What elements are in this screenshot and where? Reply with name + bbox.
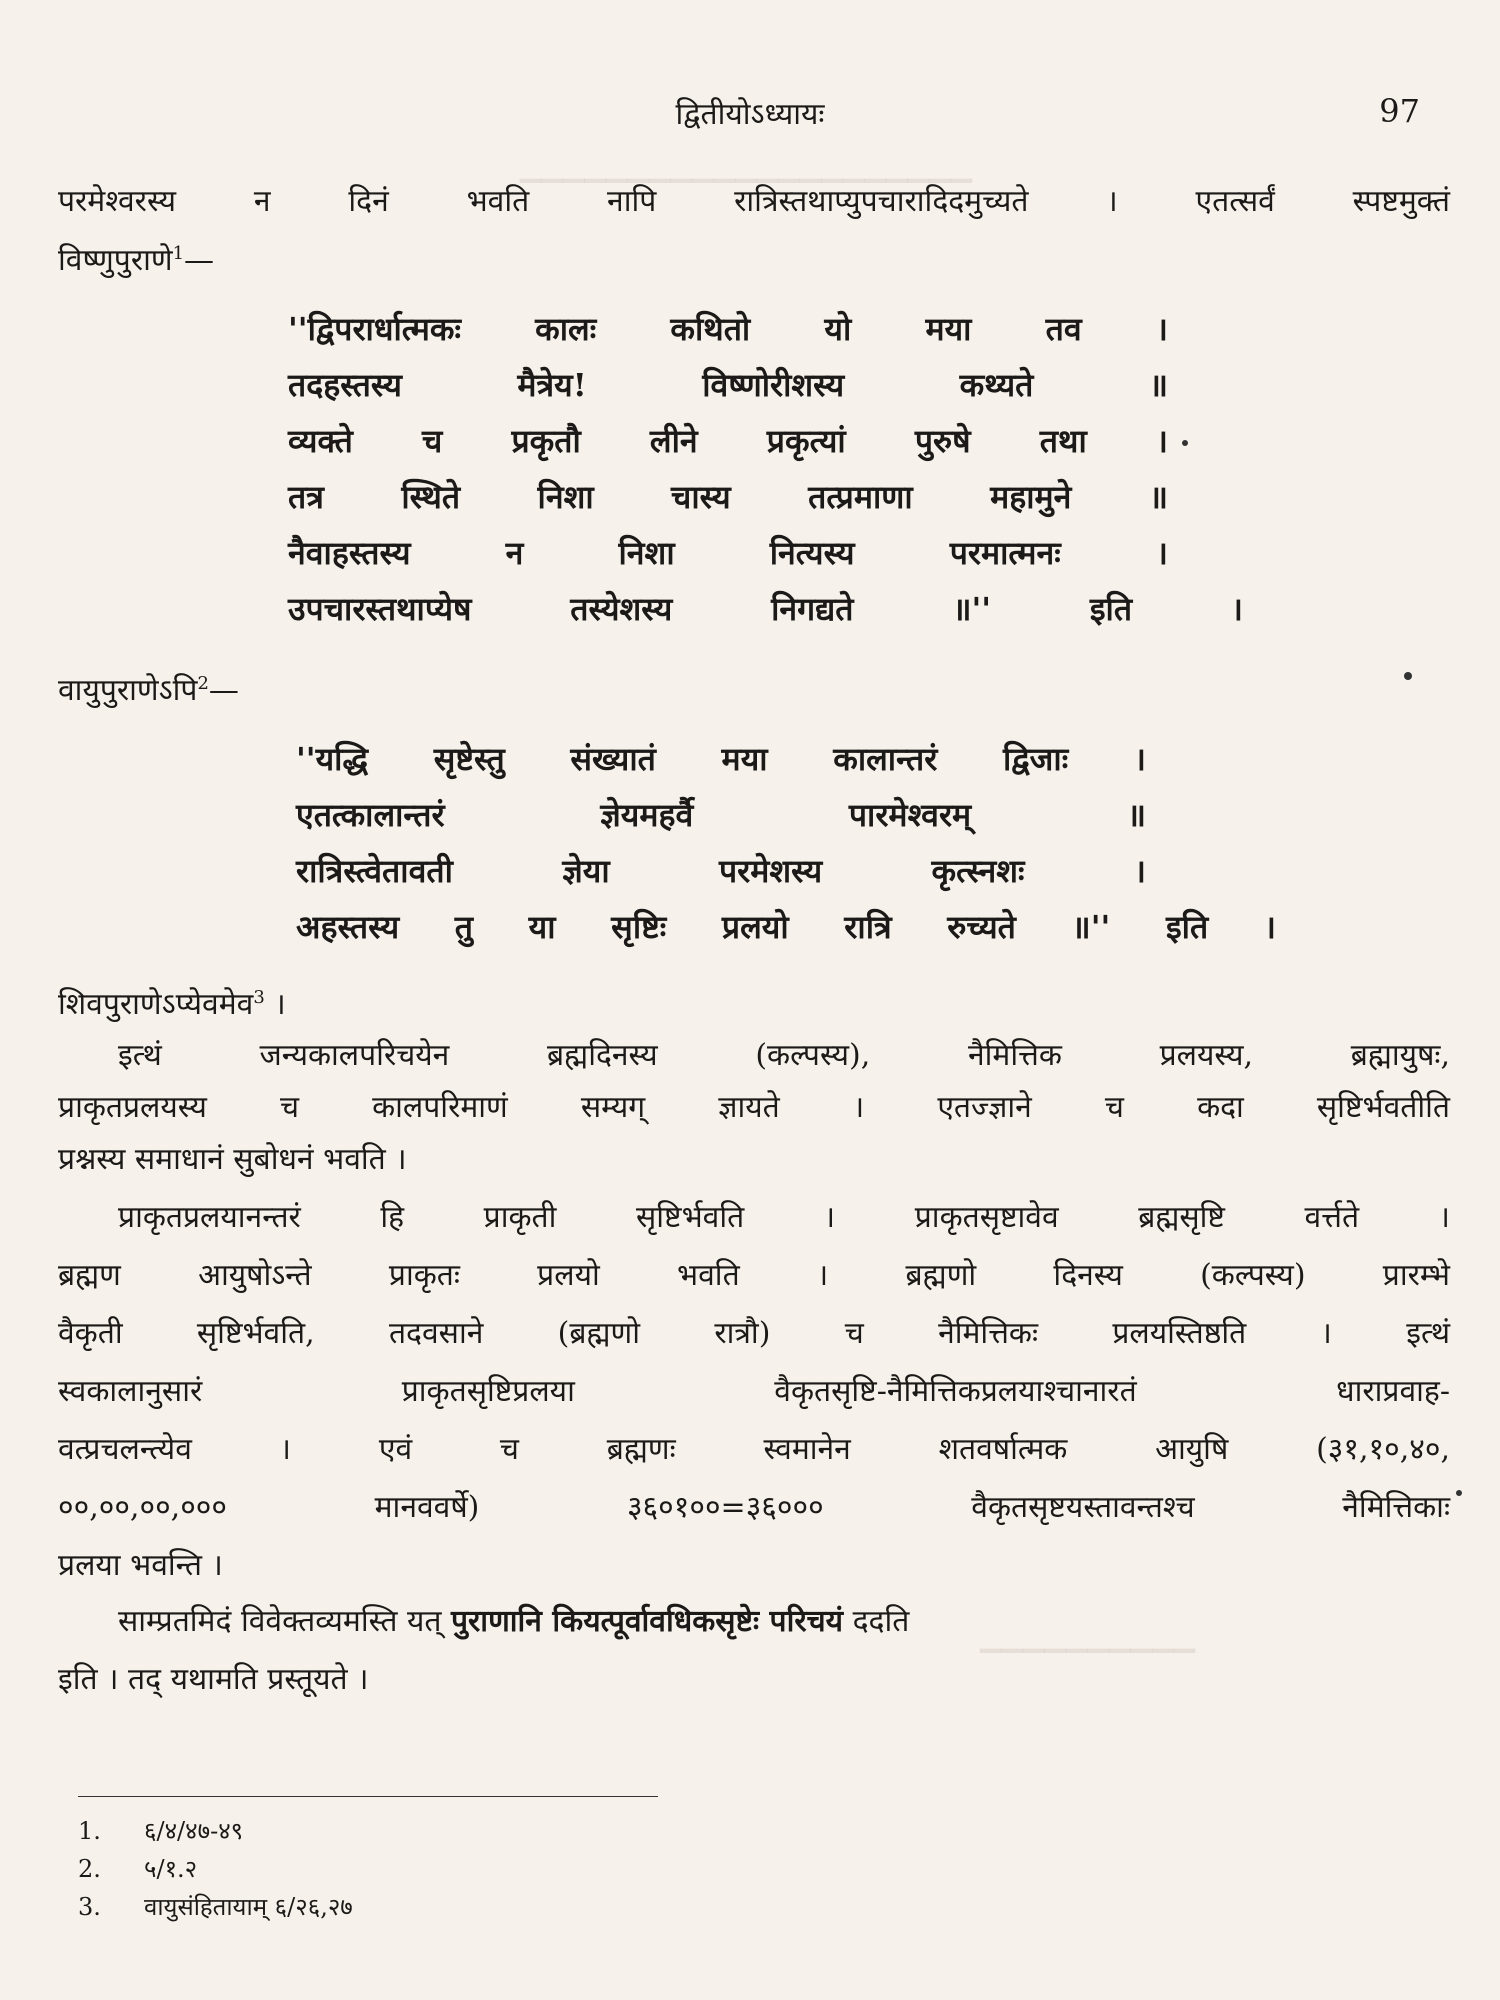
- footnote-marker: 3: [253, 987, 265, 1008]
- bold-phrase: पुराणानि कियत्पूर्वावधिकसृष्टेः परिचयं: [451, 1604, 844, 1639]
- danda: ।: [264, 987, 286, 1022]
- print-speck: [1182, 440, 1188, 446]
- footnote: [78, 1814, 243, 1848]
- verse-line: व्यक्ते च प्रकृतौ लीने प्रकृत्यां पुरुषे तथा ।: [288, 422, 1168, 460]
- show-through-texture: ▁▁▁▁▁▁▁▁▁▁▁▁▁▁▁▁▁▁▁▁▁: [520, 150, 973, 183]
- verse-line: तत्र स्थिते निशा चास्य तत्प्रमाणा महामुने ॥: [288, 478, 1168, 516]
- body-line: [58, 662, 1450, 713]
- footnote-number: 3.: [78, 1893, 101, 1921]
- body-line: [58, 976, 1450, 1027]
- page-number: 97: [1379, 92, 1420, 130]
- footnote-marker: 2: [197, 673, 209, 694]
- body-line: वैकृती सृष्टिर्भवति, तदवसाने (ब्रह्मणो रात्रौ) च नैमित्तिकः प्रलयस्तिष्ठति । इत्थं: [58, 1316, 1450, 1351]
- footnote-marker: 1: [172, 243, 185, 264]
- footnote-text: वायुसंहितायाम् ६/२६,२७: [144, 1893, 353, 1921]
- verse-line: तदहस्तस्य मैत्रेय! विष्णोरीशस्य कथ्यते ॥: [288, 366, 1168, 404]
- body-line: प्रश्नस्य समाधानं सुबोधनं भवति ।: [58, 1142, 407, 1177]
- body-line: स्वकालानुसारं प्राकृतसृष्टिप्रलया वैकृतसृष्टि-नैमित्तिकप्रलयाश्चानारतं धाराप्रवाह-: [58, 1374, 1450, 1409]
- body-line: इत्थं जन्यकालपरिचयेन ब्रह्मदिनस्य (कल्पस्य), नैमित्तिक प्रलयस्य, ब्रह्मायुषः,: [118, 1038, 1450, 1073]
- body-text: ददति: [843, 1604, 910, 1639]
- body-line: प्राकृतप्रलयस्य च कालपरिमाणं सम्यग् ज्ञायते । एतज्ज्ञाने च कदा सृष्टिर्भवतीति: [58, 1090, 1450, 1125]
- footnote-text: ६/४/४७-४९: [144, 1817, 244, 1845]
- source-ref: वायुपुराणेऽपि: [58, 673, 198, 708]
- show-through-texture: ▁▁▁▁▁▁▁▁▁▁: [980, 1620, 1196, 1653]
- source-ref: विष्णुपुराणे: [58, 243, 173, 278]
- verse-line: ''यद्धि सृष्टेस्तु संख्यातं मया कालान्तरं द्विजाः ।: [296, 740, 1146, 778]
- body-line: [118, 1600, 1450, 1644]
- verse-line: नैवाहस्तस्य न निशा नित्यस्य परमात्मनः ।: [288, 534, 1168, 572]
- verse-line: रात्रिस्त्वेतावती ज्ञेया परमेशस्य कृत्स्नशः ।: [296, 852, 1146, 890]
- verse-line: अहस्तस्य तु या सृष्टिः प्रलयो रात्रि रुच्यते ॥'' इति ।: [296, 908, 1276, 946]
- body-line: परमेश्वरस्य न दिनं भवति नापि रात्रिस्तथाप्युपचारादिदमुच्यते । एतत्सर्वं स्पष्टमुक्तं: [58, 184, 1450, 219]
- footnote-number: 2.: [78, 1855, 101, 1883]
- body-line: [58, 232, 1450, 283]
- verse-line: एतत्कालान्तरं ज्ञेयमहर्वै पारमेश्वरम् ॥: [296, 796, 1146, 834]
- running-header: द्वितीयोऽध्यायः: [675, 97, 825, 132]
- source-ref: शिवपुराणेऽप्येवमेव: [58, 987, 254, 1022]
- verse-line: ''द्विपरार्धात्मकः कालः कथितो यो मया तव ।: [288, 310, 1168, 348]
- body-line: प्रलया भवन्ति ।: [58, 1548, 223, 1583]
- footnote-text: ५/१.२: [144, 1855, 198, 1883]
- dash: —: [184, 243, 215, 278]
- footnote: [78, 1852, 197, 1886]
- print-speck: [1404, 672, 1412, 680]
- dash: —: [208, 673, 239, 708]
- body-text: साम्प्रतमिदं विवेक्तव्यमस्ति यत्: [118, 1604, 451, 1639]
- body-line: ब्रह्मण आयुषोऽन्ते प्राकृतः प्रलयो भवति । ब्रह्मणो दिनस्य (कल्पस्य) प्रारम्भे: [58, 1258, 1450, 1293]
- body-line: प्राकृतप्रलयानन्तरं हि प्राकृती सृष्टिर्भवति । प्राकृतसृष्टावेव ब्रह्मसृष्टि वर्त्तते ।: [118, 1200, 1450, 1235]
- footnote: [78, 1890, 353, 1924]
- footnote-number: 1.: [78, 1817, 101, 1845]
- body-line: वत्प्रचलन्त्येव । एवं च ब्रह्मणः स्वमानेन शतवर्षात्मक आयुषि (३१,१०,४०,: [58, 1432, 1450, 1467]
- print-speck: [1456, 1490, 1462, 1496]
- verse-line: उपचारस्तथाप्येष तस्येशस्य निगद्यते ॥'' इति ।: [288, 590, 1243, 628]
- footnote-rule: [78, 1796, 658, 1797]
- body-line: ००,००,००,००० मानववर्षे) ३६०१००=३६००० वैकृतसृष्टयस्तावन्तश्च नैमित्तिकाः: [58, 1490, 1450, 1525]
- body-line: इति । तद् यथामति प्रस्तूयते ।: [58, 1662, 369, 1697]
